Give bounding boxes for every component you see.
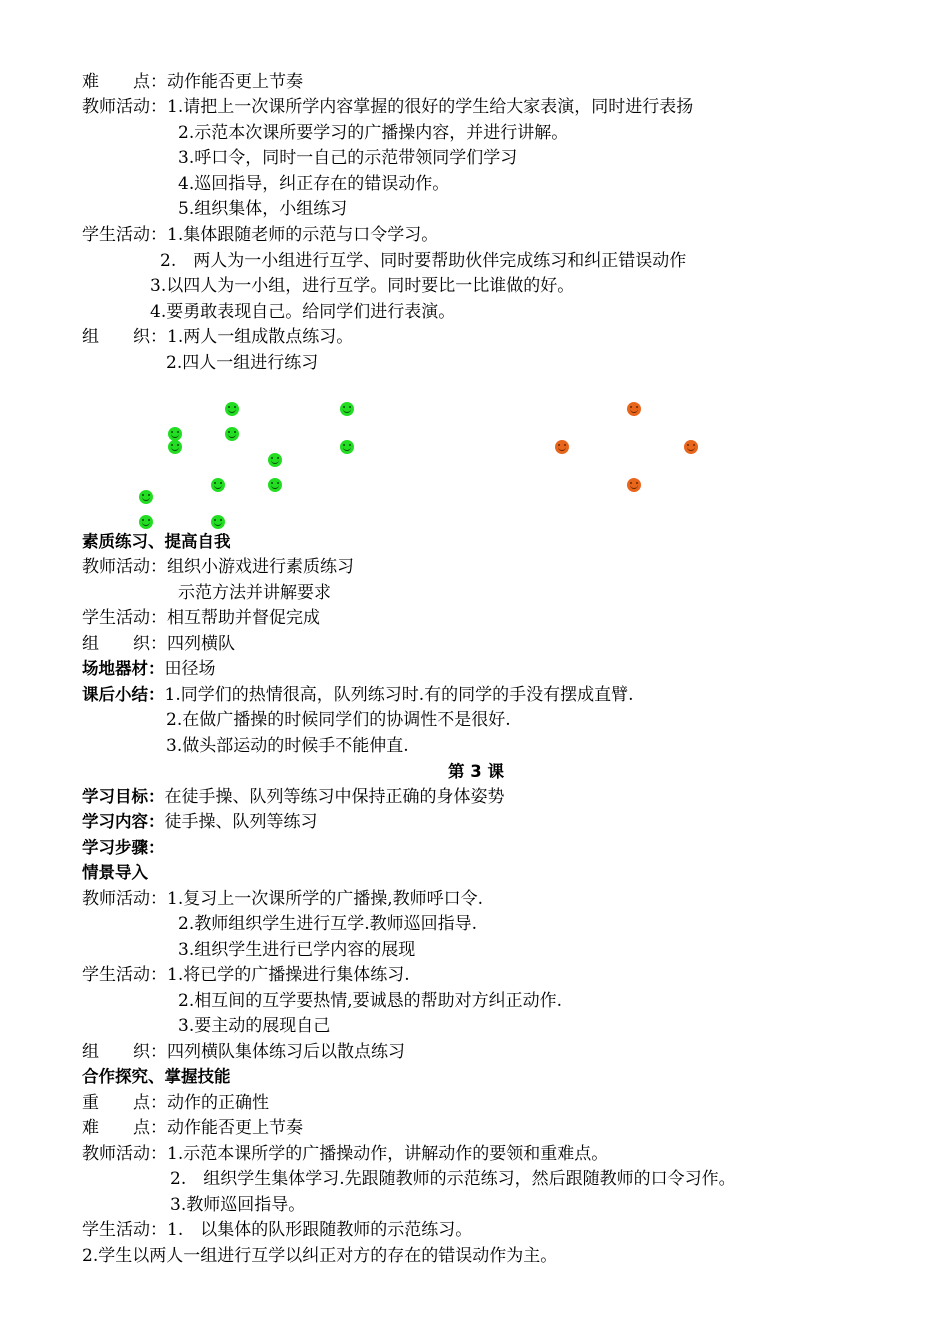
field-value: 田径场 [164,659,216,679]
text-line: 2.学生以两人一组进行互学以纠正对方的存在的错误动作为主。 [82,1246,558,1266]
text-line: 2.相互间的互学要热情,要诚恳的帮助对方纠正动作. [178,991,563,1011]
smiley-face-icon [225,427,239,441]
text-line: 5.组织集体，小组练习 [178,199,348,219]
smiley-face-icon [211,515,225,529]
text-line: 组 织：四列横队集体练习后以散点练习 [82,1042,405,1062]
section-heading: 合作探究、掌握技能 [82,1067,231,1086]
text-line: 组 织：1.两人一组成散点练习。 [82,327,354,347]
text-line [82,811,318,833]
text-line: 示范方法并讲解要求 [178,583,331,603]
smiley-face-icon [340,440,354,454]
text-line: 教师活动：1.请把上一次课所学内容掌握的很好的学生给大家表演，同时进行表扬 [82,97,694,117]
text-line [82,658,216,680]
field-value: 徒手操、队列等练习 [164,812,318,832]
section-heading: 情景导入 [82,863,148,882]
field-label: 学习内容： [82,812,165,831]
text-line: 3.要主动的展现自己 [178,1016,331,1036]
smiley-face-icon [684,440,698,454]
smiley-face-icon [168,427,182,441]
text-line [82,786,505,808]
smiley-face-icon [225,402,239,416]
text-line: 3.以四人为一小组，进行互学。同时要比一比谁做的好。 [150,276,575,296]
text-line: 2.四人一组进行练习 [166,353,319,373]
field-label: 场地器材： [82,659,165,678]
text-line: 组 织：四列横队 [82,634,235,654]
text-line: 难 点：动作能否更上节奏 [82,1118,303,1138]
smiley-face-icon [268,478,282,492]
text-line: 学生活动：1. 以集体的队形跟随教师的示范练习。 [82,1220,473,1240]
text-line: 3.组织学生进行已学内容的展现 [178,940,416,960]
text-line: 2. 组织学生集体学习.先跟随教师的示范练习，然后跟随教师的口令习作。 [170,1169,736,1189]
text-line: 4.要勇敢表现自己。给同学们进行表演。 [150,302,456,322]
field-label: 学习目标： [82,787,165,806]
text-line: 2. 两人为一小组进行互学、同时要帮助伙伴完成练习和纠正错误动作 [160,251,687,271]
smiley-face-icon [168,440,182,454]
text-line: 教师活动：1.示范本课所学的广播操动作，讲解动作的要领和重难点。 [82,1144,609,1164]
lesson-title: 第 3 课 [448,762,504,781]
text-line: 学生活动：相互帮助并督促完成 [82,608,320,628]
text-line: 2.教师组织学生进行互学.教师巡回指导. [178,914,478,934]
smiley-face-icon [268,453,282,467]
smiley-face-icon [627,402,641,416]
text-line: 3.做头部运动的时候手不能伸直. [166,736,409,756]
field-label: 课后小结： [82,685,165,704]
text-line: 2.示范本次课所要学习的广播操内容，并进行讲解。 [178,123,569,143]
smiley-face-icon [627,478,641,492]
text-line: 教师活动：组织小游戏进行素质练习 [82,557,354,577]
smiley-face-icon [211,478,225,492]
text-line: 教师活动：1.复习上一次课所学的广播操,教师呼口令. [82,889,484,909]
smiley-face-icon [340,402,354,416]
text-line: 2.在做广播操的时候同学们的协调性不是很好. [166,710,511,730]
field-value: 在徒手操、队列等练习中保持正确的身体姿势 [164,787,505,807]
smiley-face-icon [555,440,569,454]
field-value: 1.同学们的热情很高，队列练习时.有的同学的手没有摆成直臂. [164,685,634,705]
text-line: 难 点：动作能否更上节奏 [82,72,303,92]
smiley-face-icon [139,490,153,504]
text-line: 3.呼口令，同时一自己的示范带领同学们学习 [178,148,518,168]
text-line: 学生活动：1.将已学的广播操进行集体练习. [82,965,410,985]
section-heading: 学习步骤： [82,838,165,857]
text-line [82,684,634,706]
text-line: 4.巡回指导，纠正存在的错误动作。 [178,174,450,194]
smiley-face-icon [139,515,153,529]
text-line: 学生活动：1.集体跟随老师的示范与口令学习。 [82,225,439,245]
text-line: 重 点：动作的正确性 [82,1093,269,1113]
section-heading: 素质练习、提高自我 [82,532,231,551]
text-line: 3.教师巡回指导。 [170,1195,306,1215]
